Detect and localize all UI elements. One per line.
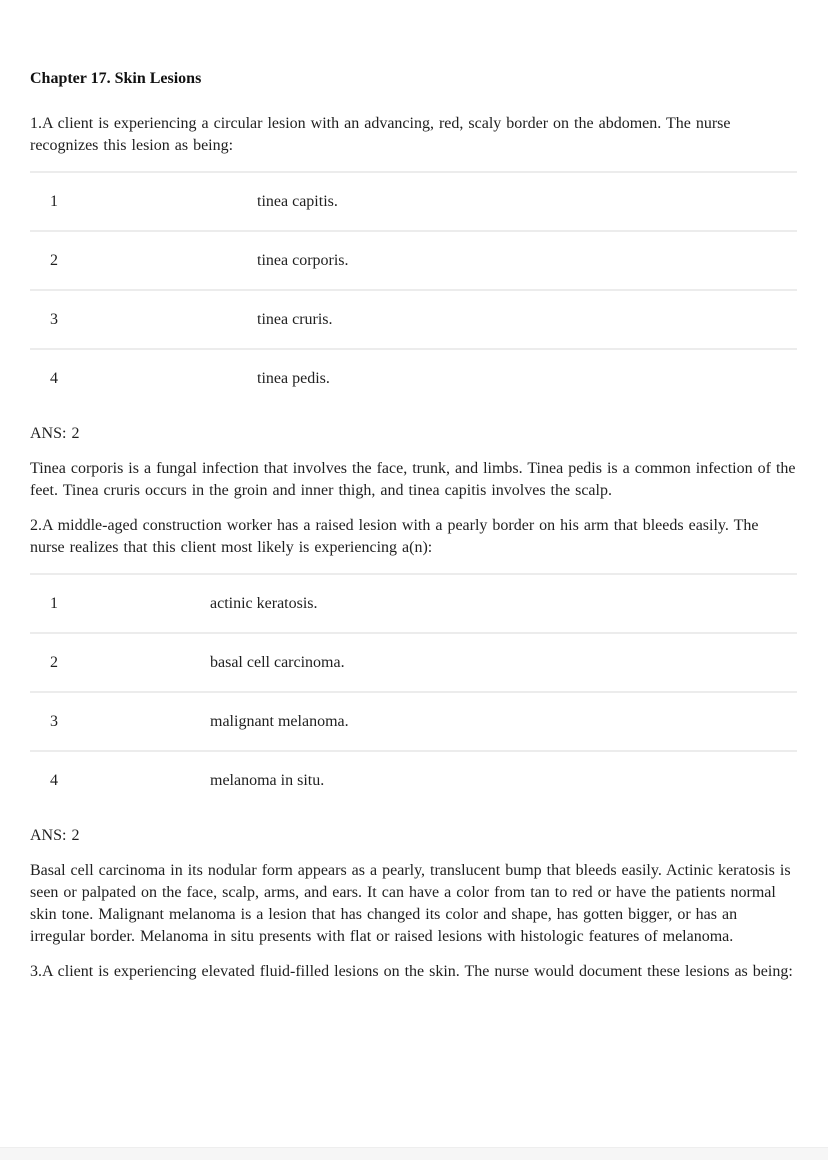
option-number: 3 [30,290,257,349]
question-block-2 [30,515,797,948]
question-1-text: 1.A client is experiencing a circular lesion with an advancing, red, scaly border on the abdomen. The nurse recognizes this lesion as being: [30,115,731,154]
question-2-answer: ANS: 2 [30,827,80,844]
question-block-1 [30,113,797,502]
question-1-options-table [30,171,797,407]
question-2-text: 2.A middle-aged construction worker has a raised lesion with a pearly border on his arm that bleeds easily. The nurse realizes that this client most likely is experiencing a(n): [30,517,759,556]
option-number: 2 [30,231,257,290]
option-row [30,290,797,349]
option-row [30,349,797,407]
option-row [30,633,797,692]
option-label: tinea pedis. [257,349,797,407]
option-label: actinic keratosis. [210,574,797,633]
question-block-3 [30,961,797,983]
option-row [30,751,797,809]
option-number: 3 [30,692,210,751]
option-label: malignant melanoma. [210,692,797,751]
option-label: tinea capitis. [257,172,797,231]
option-row [30,574,797,633]
option-label: basal cell carcinoma. [210,633,797,692]
option-number: 4 [30,349,257,407]
question-2-options-table [30,573,797,809]
question-1-answer: ANS: 2 [30,425,80,442]
question-3-text: 3.A client is experiencing elevated fluid-filled lesions on the skin. The nurse would document these lesions as being: [30,963,793,980]
question-1-rationale: Tinea corporis is a fungal infection that involves the face, trunk, and limbs. Tinea pedis is a common infection of the feet. Tinea cruris occurs in the groin and inner thigh, and tinea capitis involves the scalp. [30,460,796,499]
page-bottom-bar [0,1147,828,1160]
option-number: 1 [30,574,210,633]
option-row [30,231,797,290]
question-2-rationale: Basal cell carcinoma in its nodular form appears as a pearly, translucent bump that bleeds easily. Actinic keratosis is seen or palpated on the face, scalp, arms, and ears. It can have a color from tan to red or have the patients normal skin tone. Malignant melanoma is a lesion that has changed its color and shape, has gotten bigger, or has an irregular border. Melanoma in situ presents with flat or raised lesions with histologic features of melanoma. [30,862,791,945]
option-label: tinea cruris. [257,290,797,349]
option-row [30,172,797,231]
option-number: 2 [30,633,210,692]
option-label: melanoma in situ. [210,751,797,809]
option-label: tinea corporis. [257,231,797,290]
chapter-title: Chapter 17. Skin Lesions [30,70,202,87]
option-row [30,692,797,751]
option-number: 4 [30,751,210,809]
option-number: 1 [30,172,257,231]
